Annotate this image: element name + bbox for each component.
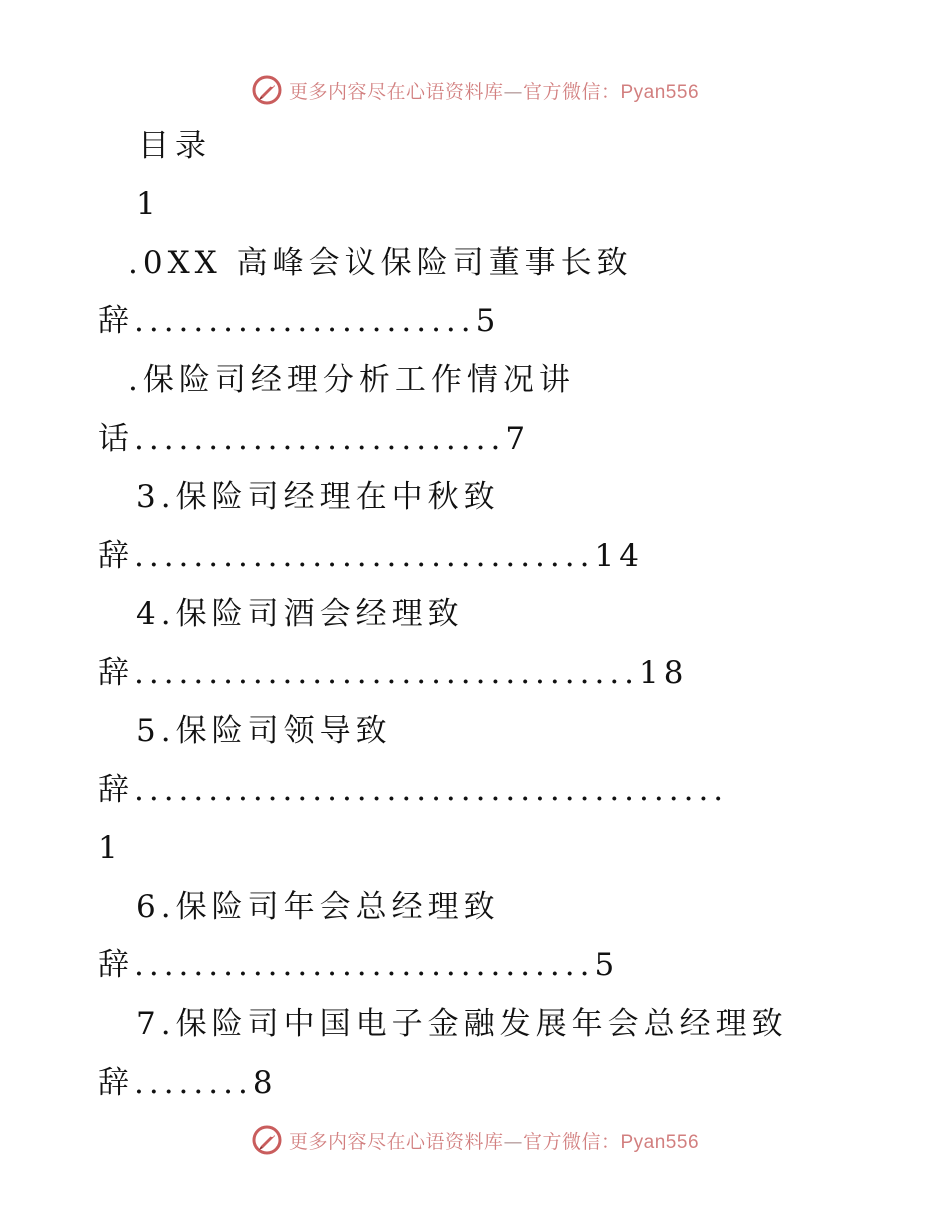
footer-banner <box>0 1120 950 1160</box>
banner-suffix: 官方微信： <box>522 80 621 103</box>
banner-text <box>289 1127 699 1154</box>
toc-line: 5.保险司领导致 <box>136 713 392 749</box>
pen-nib-logo-icon <box>251 1124 283 1156</box>
toc-line: 1 <box>98 830 123 866</box>
banner-dash: — <box>503 80 523 103</box>
banner-suffix: 官方微信： <box>522 1130 621 1153</box>
banner-main-text: 更多内容尽在心语资料库 <box>288 80 504 103</box>
toc-line: 辞...............................14 <box>98 538 644 574</box>
toc-line: 辞........................................ <box>98 772 729 808</box>
header-banner <box>0 70 950 110</box>
toc-line: 6.保险司年会总经理致 <box>136 889 500 925</box>
toc-line: 辞.......................5 <box>98 303 501 339</box>
banner-dash: — <box>503 1130 523 1153</box>
toc-line: 话.........................7 <box>98 421 531 457</box>
toc-line: 辞...............................5 <box>98 947 620 983</box>
toc-line: 4.保险司酒会经理致 <box>136 596 464 632</box>
toc-line: 1 <box>136 186 161 222</box>
toc-line: 7.保险司中国电子金融发展年会总经理致 <box>136 1006 788 1042</box>
toc-title: 目录 <box>138 128 212 164</box>
toc-line: .保险司经理分析工作情况讲 <box>128 362 575 398</box>
toc-line: 辞..................................18 <box>98 655 689 691</box>
banner-main-text: 更多内容尽在心语资料库 <box>288 1130 504 1153</box>
toc-line: 3.保险司经理在中秋致 <box>136 479 500 515</box>
pen-nib-logo-icon <box>251 74 283 106</box>
toc-line: .0XX 高峰会议保险司董事长致 <box>128 245 633 281</box>
banner-text <box>289 77 699 104</box>
banner-account: Pyan556 <box>620 1131 700 1153</box>
toc-line: 辞........8 <box>98 1065 278 1101</box>
banner-account: Pyan556 <box>620 81 700 103</box>
